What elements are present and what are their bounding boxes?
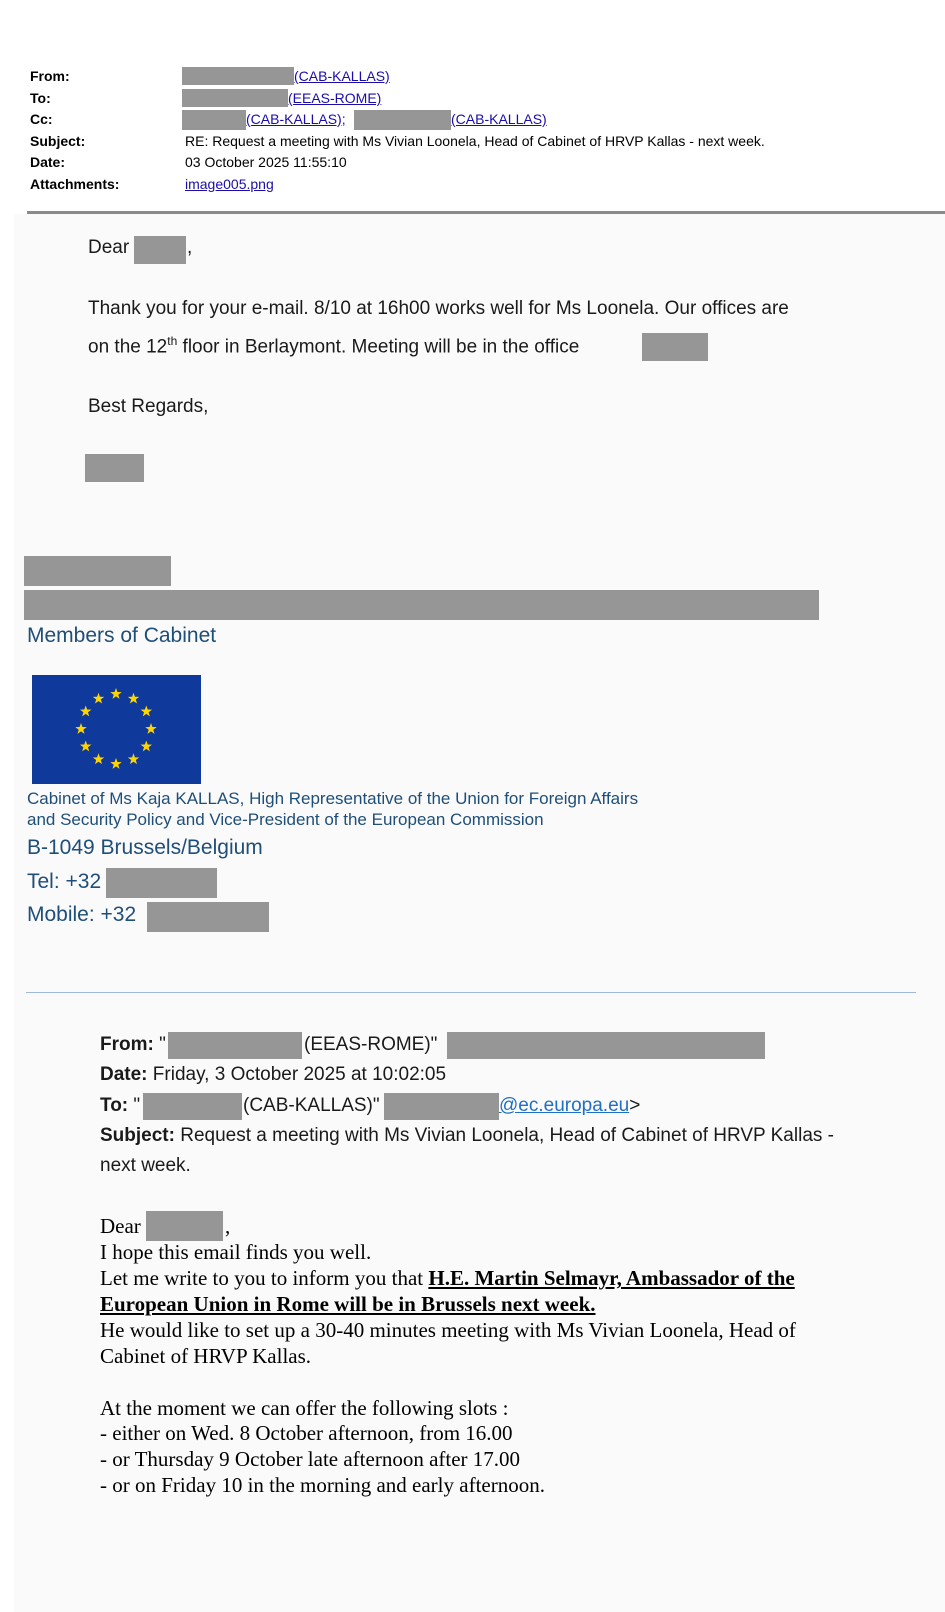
- quoted-subject-label: Subject:: [100, 1125, 175, 1146]
- eu-flag-logo: [32, 675, 201, 784]
- quoted-to-end: >: [629, 1095, 641, 1116]
- eu-star: [80, 741, 91, 752]
- quoted-from-quote: ": [153, 1034, 166, 1055]
- eu-star: [141, 706, 152, 717]
- signature-cabinet-line-2: and Security Policy and Vice-President of the European Commission: [27, 810, 544, 829]
- eu-star: [80, 706, 91, 717]
- from-label: From:: [30, 68, 70, 84]
- redacted-quoted-to-email-user: [384, 1093, 499, 1120]
- slot-item: - or on Friday 10 in the morning and early afternoon.: [100, 1473, 545, 1497]
- redacted-quoted-to-name: [143, 1093, 242, 1120]
- quoted-from-org: (EEAS-ROME)": [304, 1034, 438, 1055]
- date-value: 03 October 2025 11:55:10: [185, 154, 347, 170]
- eu-star: [110, 688, 121, 699]
- slot-item: - or Thursday 9 October late afternoon after 17.00: [100, 1447, 521, 1471]
- quoted-date-value: Friday, 3 October 2025 at 10:02:05: [147, 1064, 447, 1085]
- reply-greeting: Dear: [88, 237, 130, 258]
- eu-star: [128, 693, 139, 704]
- reply-line-1: Thank you for your e-mail. 8/10 at 16h00 works well for Ms Loonela. Our offices are: [88, 298, 789, 319]
- quoted-subject-value: Request a meeting with Ms Vivian Loonela, Head of Cabinet of HRVP Kallas -: [174, 1125, 834, 1146]
- subject-label: Subject:: [30, 133, 86, 149]
- signature-cabinet-line-1: Cabinet of Ms Kaja KALLAS, High Representative of the Union for Foreign Affairs: [27, 789, 639, 808]
- quoted-to-quote: ": [128, 1095, 141, 1116]
- slots-intro: At the moment we can offer the following slots :: [100, 1396, 509, 1420]
- to-address-link[interactable]: (EEAS-ROME): [288, 90, 382, 106]
- eu-star: [93, 753, 104, 764]
- original-line-5: Cabinet of HRVP Kallas.: [100, 1344, 312, 1368]
- eu-star: [145, 723, 156, 734]
- original-line-3: European Union in Rome will be in Brussels next week.: [100, 1292, 596, 1316]
- original-line-2-highlight: H.E. Martin Selmayr, Ambassador of the: [428, 1266, 795, 1290]
- reply-line-2-end: floor in Berlaymont. Meeting will be in the office: [177, 336, 580, 358]
- quoted-to-email: [499, 1095, 640, 1117]
- quoted-to-line: [100, 1095, 140, 1117]
- quoted-to-org: (CAB-KALLAS)": [243, 1095, 380, 1116]
- redacted-signature-title: [24, 590, 819, 620]
- redacted-quoted-from-email: [447, 1032, 765, 1059]
- reply-line-2: [88, 334, 579, 358]
- redacted-recipient-name: [134, 236, 186, 264]
- quoted-from-line: [100, 1034, 166, 1056]
- signature-role: Members of Cabinet: [27, 624, 217, 647]
- redacted-tel-number: [106, 868, 217, 898]
- quoted-to-label: To:: [100, 1095, 129, 1116]
- quoted-subject-line: [100, 1125, 834, 1147]
- eu-star: [110, 758, 121, 769]
- original-greeting: Dear: [100, 1214, 141, 1238]
- slot-item: - either on Wed. 8 October afternoon, from 16.00: [100, 1421, 513, 1445]
- original-line-2: [100, 1266, 795, 1291]
- reply-greeting-comma: ,: [187, 237, 193, 258]
- eu-star: [75, 723, 86, 734]
- attachment-link[interactable]: image005.png: [185, 176, 274, 192]
- quoted-to-domain-link[interactable]: @ec.europa.eu: [499, 1095, 630, 1116]
- from-address-link[interactable]: (CAB-KALLAS): [294, 68, 390, 84]
- reply-line-2-superscript: th: [167, 334, 178, 348]
- quote-divider: [26, 992, 916, 993]
- redacted-cc-name-2: [354, 110, 451, 130]
- reply-closing: Best Regards,: [88, 396, 209, 417]
- quoted-from-label: From:: [100, 1034, 154, 1055]
- redacted-cc-name-1: [182, 110, 246, 130]
- redacted-from-name: [182, 67, 294, 85]
- redacted-quoted-from-name: [168, 1032, 302, 1059]
- signature-mobile: Mobile: +32: [27, 903, 137, 926]
- cc-label: Cc:: [30, 111, 53, 127]
- eu-star: [141, 741, 152, 752]
- date-label: Date:: [30, 154, 66, 170]
- to-label: To:: [30, 90, 51, 106]
- attachments-label: Attachments:: [30, 176, 120, 192]
- eu-star: [93, 693, 104, 704]
- original-line-2-start: Let me write to you to inform you that: [100, 1266, 429, 1290]
- redacted-original-recipient: [146, 1211, 223, 1241]
- cc-address-link-2[interactable]: (CAB-KALLAS): [451, 111, 547, 127]
- redacted-office-number: [642, 333, 708, 361]
- cc-address-link-1[interactable]: (CAB-KALLAS);: [246, 111, 346, 127]
- original-line-4: He would like to set up a 30-40 minutes meeting with Ms Vivian Loonela, Head of: [100, 1318, 796, 1342]
- reply-line-2-start: on the 12: [88, 336, 168, 358]
- eu-star: [128, 753, 139, 764]
- original-line-1: I hope this email finds you well.: [100, 1240, 372, 1264]
- subject-value: RE: Request a meeting with Ms Vivian Loonela, Head of Cabinet of HRVP Kallas - next week.: [185, 133, 765, 149]
- redacted-signature-name: [24, 556, 171, 586]
- signature-address: B-1049 Brussels/Belgium: [27, 836, 263, 859]
- quoted-date-label: Date:: [100, 1064, 148, 1085]
- signature-tel: Tel: +32: [27, 870, 102, 893]
- eu-stars-icon: [32, 675, 201, 784]
- quoted-date-line: [100, 1064, 446, 1086]
- quoted-subject-line-2: next week.: [100, 1155, 191, 1176]
- redacted-mobile-number: [147, 902, 269, 932]
- redacted-sender-name: [85, 454, 144, 482]
- original-greeting-comma: ,: [225, 1214, 231, 1238]
- redacted-to-name: [182, 89, 288, 107]
